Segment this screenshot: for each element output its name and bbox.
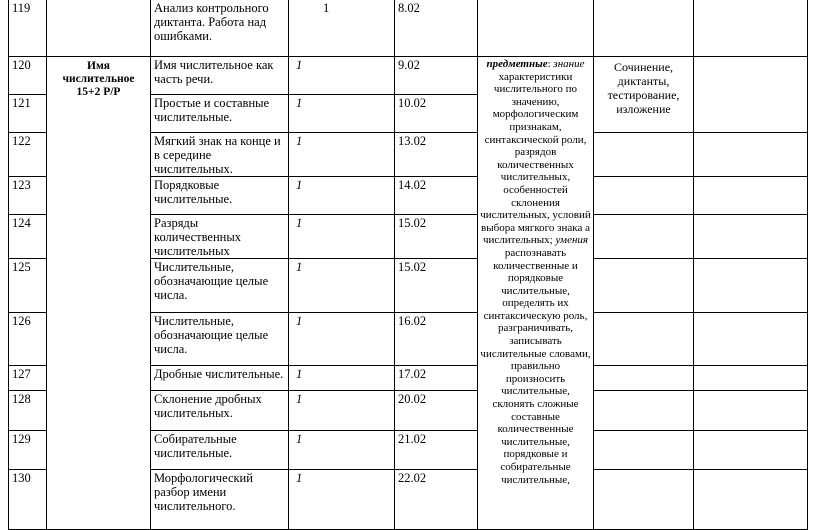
control-cell-empty: [594, 215, 694, 259]
extra-cell: [694, 470, 808, 530]
lesson-number: 119: [9, 0, 47, 57]
control-forms: Сочинение, диктанты, тестирование, изложение: [594, 57, 694, 133]
lesson-number: 120: [9, 57, 47, 95]
section-title: Имя числительное 15+2 Р/Р: [47, 57, 151, 530]
know-text: характеристики числительного по значению, морфологическим признакам, синтаксической роли, разрядов количественных числительных, особенностей склонения числительных, условий выбора мягкого знака а числительных;: [480, 70, 591, 247]
control-cell-empty: [594, 431, 694, 470]
control-cell-empty: [594, 259, 694, 313]
lesson-date: 13.02: [395, 133, 478, 177]
can-label: умения: [555, 234, 589, 247]
control-cell-empty: [594, 366, 694, 391]
lesson-number: 125: [9, 259, 47, 313]
lesson-hours: 1: [289, 177, 395, 215]
lesson-plan-table: [8, 0, 808, 530]
control-cell-empty: [594, 177, 694, 215]
requirements-cell-empty: [478, 0, 594, 57]
control-cell-empty: [594, 470, 694, 530]
extra-cell: [694, 133, 808, 177]
lesson-number: 123: [9, 177, 47, 215]
lesson-date: 16.02: [395, 313, 478, 366]
lesson-date: 22.02: [395, 470, 478, 530]
lesson-topic: Склонение дробных числительных.: [151, 391, 289, 431]
lesson-topic: Дробные числительные.: [151, 366, 289, 391]
lesson-hours: 1: [289, 133, 395, 177]
lesson-topic: Морфологический разбор имени числительного.: [151, 470, 289, 530]
lesson-number: 128: [9, 391, 47, 431]
lesson-hours: 1: [289, 313, 395, 366]
lesson-number: 126: [9, 313, 47, 366]
extra-cell: [694, 366, 808, 391]
extra-cell: [694, 313, 808, 366]
extra-cell: [694, 0, 808, 57]
can-text: распознавать количественные и порядковые числительные, определять их синтаксическую роль, разграничивать, записывать числительные словами, правильно произносить числительные, склонять сложные составные количественные числительные, порядковые и собирательные числительные,: [480, 246, 591, 486]
control-cell-empty: [594, 391, 694, 431]
lesson-number: 124: [9, 215, 47, 259]
lesson-hours: 1: [289, 470, 395, 530]
lesson-topic: Простые и составные числительные.: [151, 95, 289, 133]
lesson-number: 130: [9, 470, 47, 530]
subject-label: предметные: [486, 58, 548, 70]
lesson-date: 10.02: [395, 95, 478, 133]
lesson-topic: Числительные, обозначающие целые числа.: [151, 259, 289, 313]
lesson-hours: 1: [289, 391, 395, 431]
lesson-topic: Числительные, обозначающие целые числа.: [151, 313, 289, 366]
control-cell-empty: [594, 133, 694, 177]
section-cell-empty: [47, 0, 151, 57]
lesson-number: 121: [9, 95, 47, 133]
table-row: [9, 57, 808, 95]
lesson-date: 14.02: [395, 177, 478, 215]
lesson-number: 129: [9, 431, 47, 470]
lesson-topic: Мягкий знак на конце и в середине числительных.: [151, 133, 289, 177]
table-row: [9, 0, 808, 57]
lesson-hours: 1: [289, 215, 395, 259]
lesson-number: 122: [9, 133, 47, 177]
lesson-date: 9.02: [395, 57, 478, 95]
extra-cell: [694, 259, 808, 313]
lesson-hours: 1: [289, 0, 395, 57]
extra-cell: [694, 177, 808, 215]
lesson-topic: Порядковые числительные.: [151, 177, 289, 215]
lesson-hours: 1: [289, 431, 395, 470]
lesson-topic: Разряды количественных числительных: [151, 215, 289, 259]
lesson-number: 127: [9, 366, 47, 391]
extra-cell: [694, 57, 808, 133]
lesson-topic: Имя числительное как часть речи.: [151, 57, 289, 95]
lesson-date: 20.02: [395, 391, 478, 431]
extra-cell: [694, 431, 808, 470]
lesson-date: 8.02: [395, 0, 478, 57]
know-label: знание: [553, 58, 585, 70]
requirements-cell: предметные: знание характеристики числительного по значению, морфологическим признакам, синтаксической роли, разрядов количественных числительных, особенностей склонения числительных, условий выбора мягкого знака а числительных; умения распознавать количественные и порядковые числительные, определять их синтаксическую роль, разграничивать, записывать числительные словами, правильно произносить числительные, склонять сложные составные количественные числительные, порядковые и собирательные числительные,: [478, 57, 594, 530]
lesson-date: 17.02: [395, 366, 478, 391]
lesson-date: 15.02: [395, 259, 478, 313]
lesson-hours: 1: [289, 259, 395, 313]
control-cell-empty: [594, 0, 694, 57]
lesson-topic: Анализ контрольного диктанта. Работа над ошибками.: [151, 0, 289, 57]
extra-cell: [694, 391, 808, 431]
lesson-hours: 1: [289, 95, 395, 133]
lesson-date: 21.02: [395, 431, 478, 470]
extra-cell: [694, 215, 808, 259]
lesson-date: 15.02: [395, 215, 478, 259]
lesson-hours: 1: [289, 366, 395, 391]
control-cell-empty: [594, 313, 694, 366]
lesson-topic: Собирательные числительные.: [151, 431, 289, 470]
lesson-hours: 1: [289, 57, 395, 95]
